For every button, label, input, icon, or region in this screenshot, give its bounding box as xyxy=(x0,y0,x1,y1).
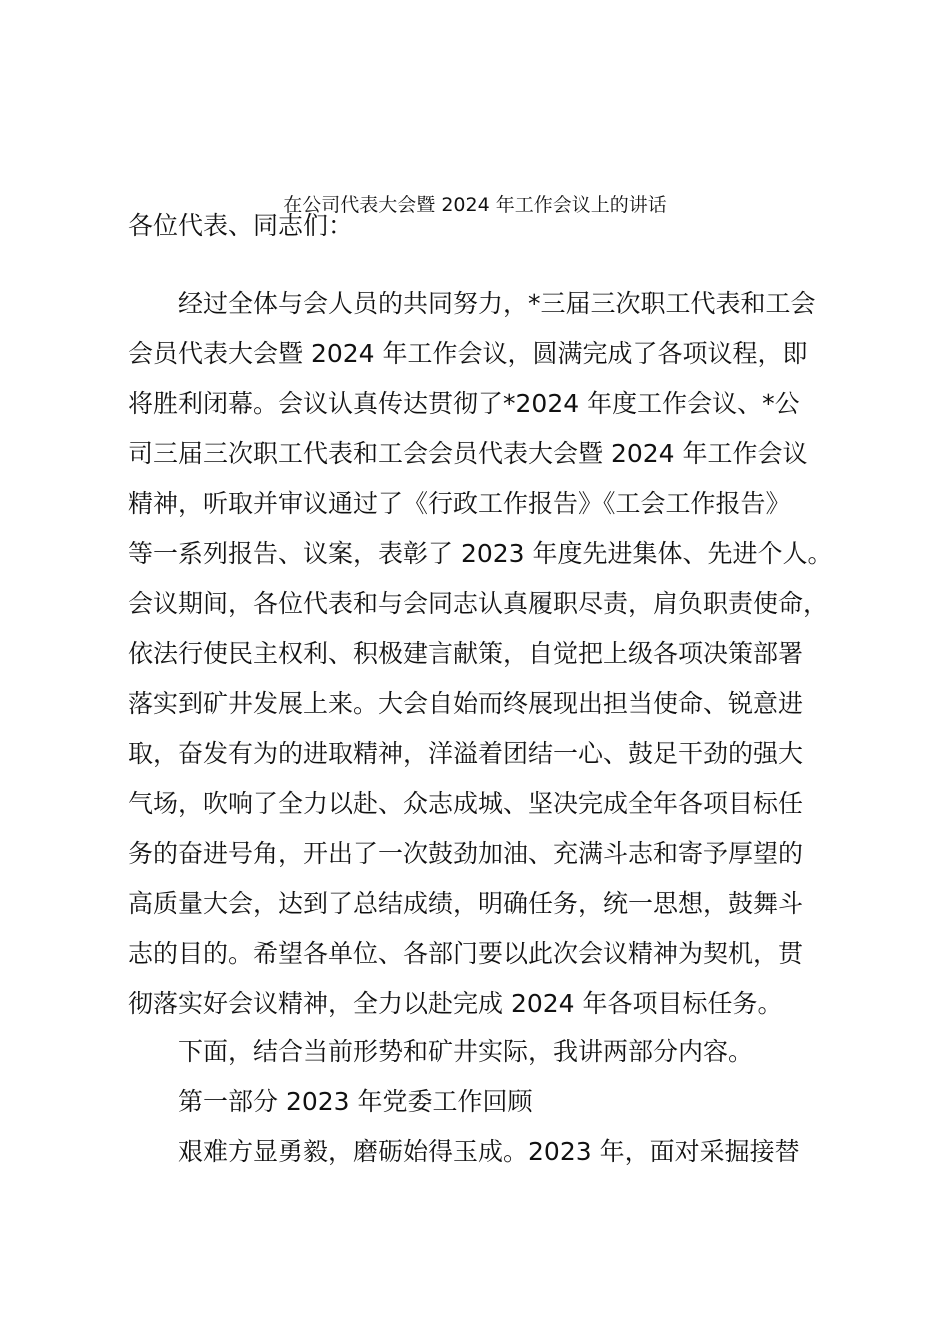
paragraph-line: 依法行使民主权利、积极建言献策，自觉把上级各项决策部署 xyxy=(128,639,804,668)
paragraph-line: 下面，结合当前形势和矿井实际，我讲两部分内容。 xyxy=(178,1037,754,1066)
paragraph-line: 精神，听取并审议通过了《行政工作报告》《工会工作报告》 xyxy=(128,489,791,518)
paragraph-line: 将胜利闭幕。会议认真传达贯彻了*2024 年度工作会议、*公 xyxy=(128,389,800,418)
paragraph-line: 会员代表大会暨 2024 年工作会议，圆满完成了各项议程，即 xyxy=(128,339,808,368)
paragraph-line: 司三届三次职工代表和工会会员代表大会暨 2024 年工作会议 xyxy=(128,439,808,468)
paragraph-line: 高质量大会，达到了总结成绩，明确任务，统一思想，鼓舞斗 xyxy=(128,889,804,918)
paragraph-line: 等一系列报告、议案，表彰了 2023 年度先进集体、先进个人。 xyxy=(128,539,833,568)
paragraph-line: 艰难方显勇毅，磨砺始得玉成。2023 年，面对采掘接替 xyxy=(178,1137,800,1166)
paragraph-line: 落实到矿井发展上来。大会自始而终展现出担当使命、锐意进 xyxy=(128,689,804,718)
paragraph-line: 取，奋发有为的进取精神，洋溢着团结一心、鼓足干劲的强大 xyxy=(128,739,804,768)
paragraph-line: 经过全体与会人员的共同努力，*三届三次职工代表和工会 xyxy=(178,289,816,318)
salutation: 各位代表、同志们： xyxy=(128,211,354,240)
paragraph-line: 务的奋进号角，开出了一次鼓劲加油、充满斗志和寄予厚望的 xyxy=(128,839,804,868)
paragraph-line: 志的目的。希望各单位、各部门要以此次会议精神为契机，贯 xyxy=(128,939,804,968)
paragraph-line: 会议期间，各位代表和与会同志认真履职尽责，肩负职责使命， xyxy=(128,589,829,618)
section-heading: 第一部分 2023 年党委工作回顾 xyxy=(178,1087,533,1116)
paragraph-line: 气场，吹响了全力以赴、众志成城、坚决完成全年各项目标任 xyxy=(128,789,804,818)
document-title: 在公司代表大会暨 2024 年工作会议上的讲话 xyxy=(283,194,667,216)
paragraph-line: 彻落实好会议精神，全力以赴完成 2024 年各项目标任务。 xyxy=(128,989,783,1018)
